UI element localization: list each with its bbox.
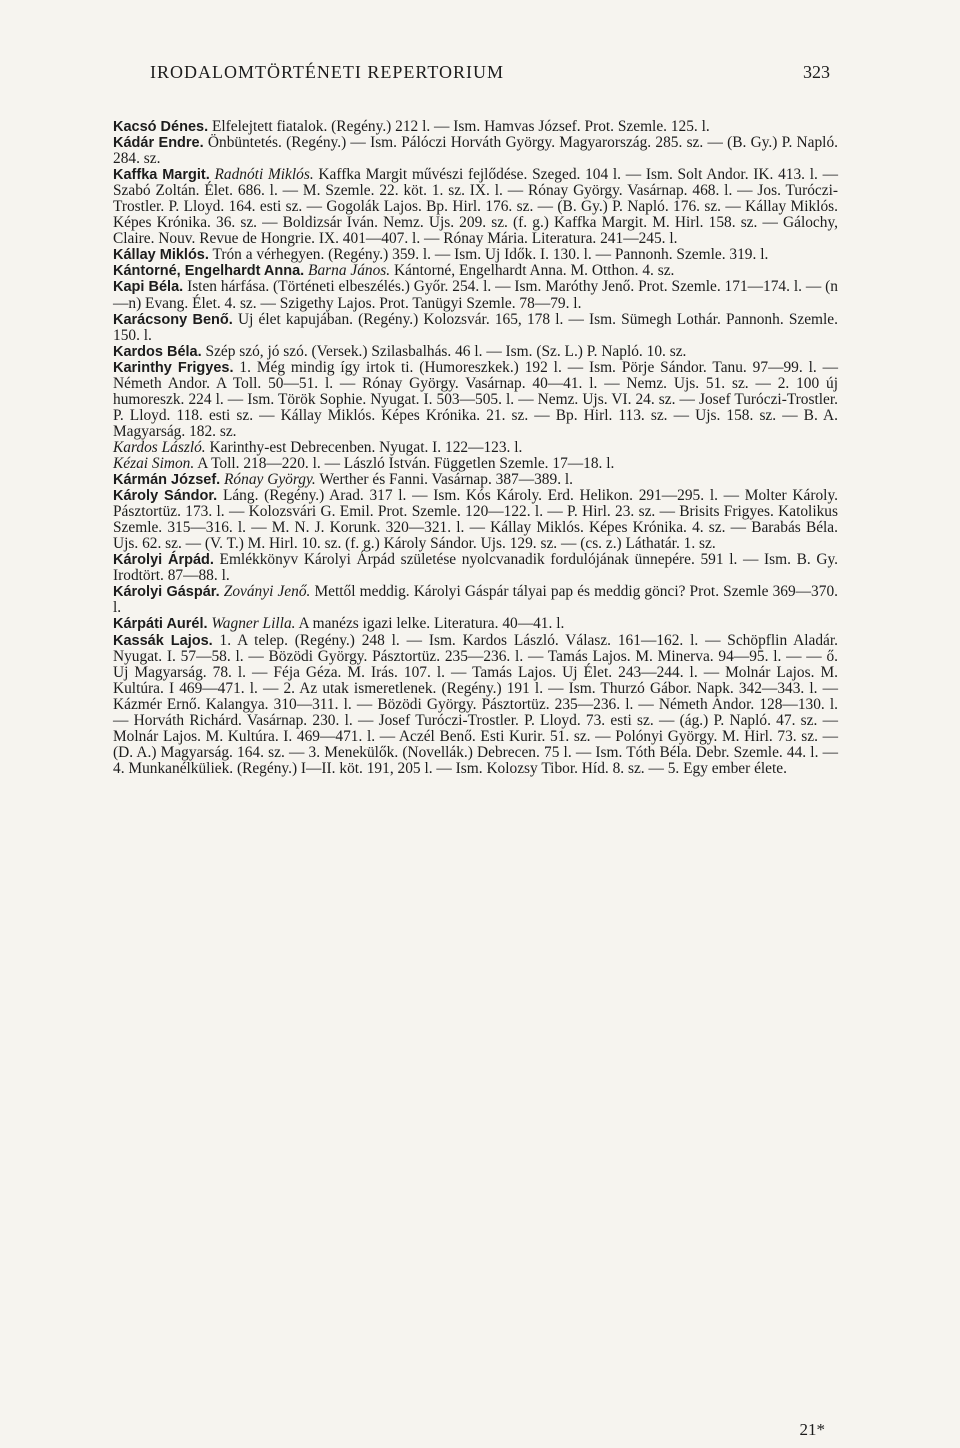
entry-author: Wagner Lilla. (207, 615, 296, 633)
entry-headword: Karácsony Benő. (113, 311, 233, 328)
entry-text: Trón a vérhegyen. (Regény.) 359. l. — Ism. Uj Idők. I. 130. l. — Pannonh. Szemle. 319. l. (208, 246, 769, 264)
entry-headword: Kállay Miklós. (113, 247, 209, 264)
bibliography-entry (113, 552, 838, 584)
running-title: IRODALOMTÖRTÉNETI REPERTORIUM (150, 62, 504, 82)
printer-signature-mark: 21* (799, 1420, 825, 1439)
entry-author: Radnóti Miklós. (209, 166, 314, 184)
entry-headword: Károlyi Gáspár. (113, 584, 220, 601)
entry-text: 1. Még mindig így irtok ti. (Humoreszkek.) 192 l. — Ism. Pörje Sándor. Tanu. 97—99. l. — Németh Andor. A Toll. 50—51. l. — Rónay György. Vasárnap. 40—41. l. — Nemz. Ujs. 51. sz. — 2. 100 új humoreszk. 224 l. — Ism. Török Sophie. Nyugat. I. 503—505. l. — Nemz. Ujs. VI. 24. sz. — Josef Turóczi-Trostler. P. Lloyd. 118. esti sz. — Kállay Miklós. Képes Krónika. 21. sz. — Bp. Hirl. 113. sz. — Ujs. 158. sz. — B. A. Magyarság. 182. sz. (113, 358, 838, 440)
bibliography-entry (113, 279, 838, 311)
bibliography-entry (113, 440, 838, 456)
bibliography-entries (113, 119, 838, 777)
entry-text: Kaffka Margit művészi fejlődése. Szeged. 104 l. — Ism. Solt Andor. IK. 413. l. — Szabó Zoltán. Élet. 686. l. — M. Szemle. 22. köt. 1. sz. IX. l. — Rónay György. Vasárnap. 468. l. — Jos. Turóczi-Trostler. P. Lloyd. 164. esti sz. — Gogolák Lajos. Bp. Hirl. 176. sz. — (B. Gy.) P. Napló. 176. sz. — Kállay Miklós. Képes Krónika. 36. sz. — Boldizsár Iván. Nemz. Ujs. 209. sz. (f. g.) Kaffka Margit. M. Hirl. 158. sz. — Gálochy, Claire. Nouv. Revue de Hongrie. IX. 401—407. l. — Rónay Mária. Literatura. 241—245. l. (113, 166, 838, 248)
bibliography-entry (113, 263, 838, 279)
entry-text: Uj élet kapujában. (Regény.) Kolozsvár. 165, 178 l. — Ism. Sümegh Lothár. Pannonh. Szemle. 150. l. (113, 310, 838, 344)
entry-text: A Toll. 218—220. l. — László István. Független Szemle. 17—18. l. (194, 454, 615, 472)
entry-headword: Karinthy Frigyes. (113, 359, 234, 376)
running-header (150, 62, 830, 86)
bibliography-entry (113, 616, 838, 632)
entry-text: A manézs igazi lelke. Literatura. 40—41. l. (295, 615, 565, 633)
entry-author: Barna János. (304, 262, 391, 280)
bibliography-entry (113, 119, 838, 135)
entry-headword: Kacsó Dénes. (113, 119, 209, 135)
entry-headword: Károly Sándor. (113, 488, 218, 505)
entry-headword: Kaffka Margit. (113, 167, 210, 184)
entry-text: 1. A telep. (Regény.) 248 l. — Ism. Kardos László. Válasz. 161—162. l. — Schöpflin Aladár. Nyugat. I. 57—58. l. — Bözödi György. Pásztortüz. 235—236. l. — Tamás Lajos. M. Minerva. 94—95. l. — — ő. Uj Magyarság. 78. l. — Féja Géza. M. Irás. 107. l. — Tamás Lajos. Uj Élet. 243—244. l. — Molnár Lajos. M. Kultúra. I 469—471. l. — 2. Az utak ismeretlenek. (Regény.) 191 l. — Ism. Thurzó Gábor. Napk. 342—343. l. — Kázmér Ernő. Kalangya. 310—311. l. — Bözödi György. Pásztortüz. 235—236. l. — Németh Andor. 128—130. l. — Horváth Richárd. Vasárnap. 230. l. — Josef Turóczi-Trostler. P. Lloyd. 73. esti sz. — (ág.) P. Napló. 47. sz. — Molnár Lajos. M. Kultúra. I. 469—471. l. — Aczél Benő. Esti Kurir. 51. sz. — Polónyi György. M. Hirl. 73. sz. — (D. A.) Magyarság. 164. sz. — 3. Menekülők. (Novellák.) Debrecen. 75 l. — Ism. Tóth Béla. Debr. Szemle. 44. l. — 4. Munkanélküliek. (Regény.) I—II. köt. 191, 205 l. — Ism. Kolozsy Tibor. Híd. 8. sz. — 5. Egy ember élete. (113, 631, 838, 777)
entry-headword: Kardos Béla. (113, 343, 202, 360)
entry-text: Werther és Fanni. Vasárnap. 387—389. l. (315, 471, 574, 489)
entry-text: Isten hárfása. (Történeti elbeszélés.) Győr. 254. l. — Ism. Maróthy Jenő. Prot. Szemle. 171—174. l. — (n—n) Evang. Élet. 4. sz. — Szigethy Lajos. Prot. Tanügyi Szemle. 78—79. l. (113, 278, 839, 312)
entry-headword: Kántorné, Engelhardt Anna. (113, 263, 305, 280)
entry-text: Kántorné, Engelhardt Anna. M. Otthon. 4. sz. (390, 262, 675, 280)
bibliography-entry (113, 633, 838, 777)
page-number: 323 (803, 62, 830, 82)
entry-headword: Károlyi Árpád. (113, 552, 214, 569)
entry-author: Zoványi Jenő. (219, 583, 311, 601)
entry-author: Kézai Simon. (113, 454, 195, 472)
bibliography-entry (113, 584, 838, 616)
bibliography-entry (113, 312, 838, 344)
bibliography-entry (113, 135, 838, 167)
entry-headword: Kármán József. (113, 472, 221, 489)
bibliography-entry (113, 167, 838, 247)
bibliography-entry (113, 344, 838, 360)
entry-text: Láng. (Regény.) Arad. 317 l. — Ism. Kós Károly. Erd. Helikon. 291—295. l. — Molter Károly. Pásztortüz. 173. l. — Kolozsvári G. Emil. Prot. Szemle. 120—122. l. — P. Hirl. 23. sz. — Brisits Frigyes. Katolikus Szemle. 315—316. l. — M. N. J. Korunk. 320—321. l. — Kállay Miklós. Képes Krónika. 4. sz. — Barabás Béla. Ujs. 62. sz. — (V. T.) M. Hirl. 10. sz. (f. g.) Károly Sándor. Ujs. 129. sz. — (cs. z.) Láthatár. 1. sz. (113, 487, 838, 553)
entry-text: Szép szó, jó szó. (Versek.) Szilasbalhás. 46 l. — Ism. (Sz. L.) P. Napló. 10. sz. (201, 342, 687, 360)
entry-author: Rónay György. (220, 471, 316, 489)
entry-text: Mettől meddig. Károlyi Gáspár tályai pap és meddig gönci? Prot. Szemle 369—370. l. (113, 583, 838, 617)
bibliography-entry (113, 456, 838, 472)
entry-author: Kardos László. (113, 438, 206, 456)
entry-headword: Kádár Endre. (113, 135, 204, 152)
bibliography-entry (113, 472, 838, 488)
bibliography-entry (113, 488, 838, 552)
entry-text: Elfelejtett fiatalok. (Regény.) 212 l. — Ism. Hamvas József. Prot. Szemle. 125. l. (208, 118, 710, 135)
bibliography-entry (113, 247, 838, 263)
entry-headword: Kapi Béla. (113, 279, 184, 296)
entry-text: Önbüntetés. (Regény.) — Ism. Pálóczi Horváth György. Magyarország. 285. sz. — (B. Gy.) P. Napló. 284. sz. (113, 134, 839, 168)
entry-text: Karinthy-est Debrecenben. Nyugat. I. 122—123. l. (205, 438, 523, 456)
entry-headword: Kassák Lajos. (113, 632, 213, 649)
entry-headword: Kárpáti Aurél. (113, 616, 208, 633)
bibliography-entry (113, 360, 838, 440)
entry-text: Emlékkönyv Károlyi Árpád születése nyolcvanadik fordulójának ünnepére. 591 l. — Ism. B. Gy. Irodtört. 87—88. l. (113, 551, 838, 585)
